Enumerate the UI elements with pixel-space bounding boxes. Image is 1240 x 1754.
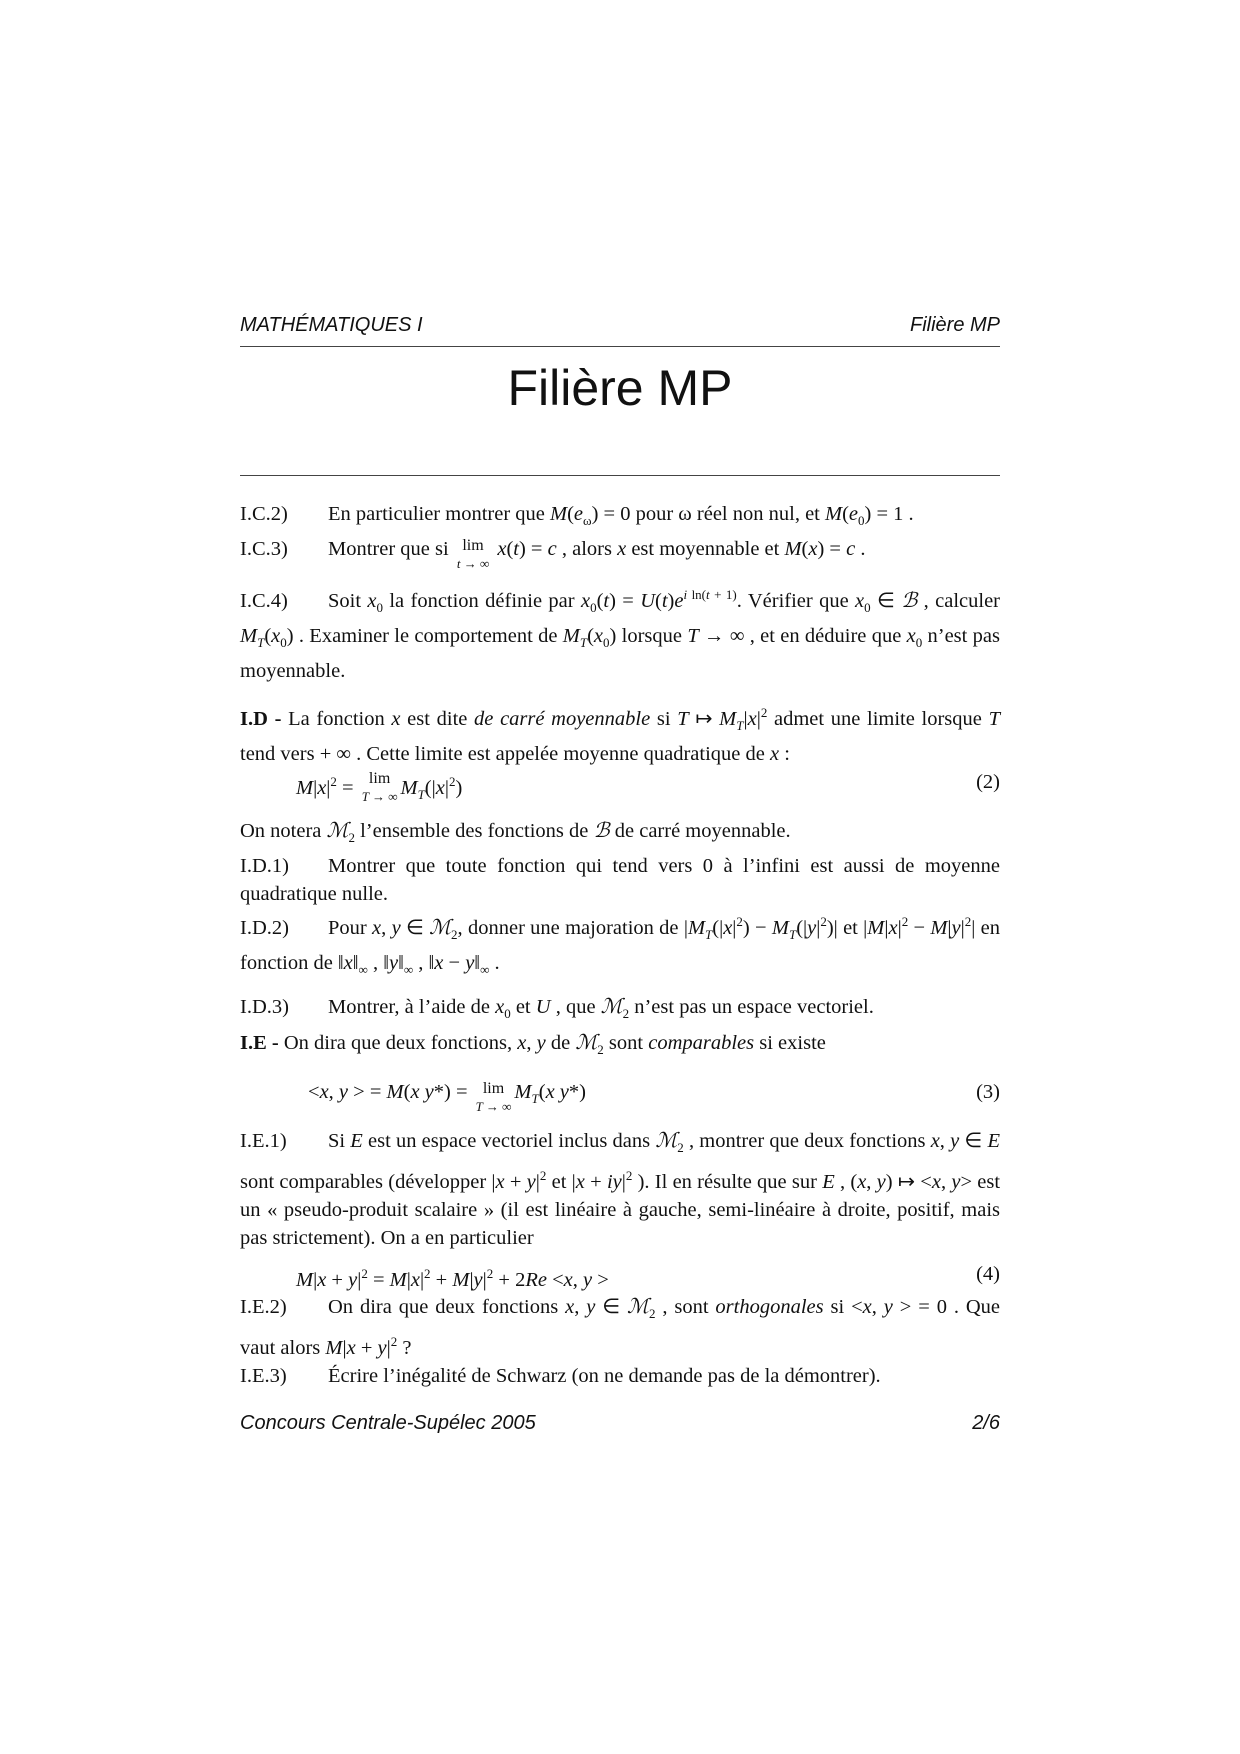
label-ie1: I.E.1) bbox=[240, 1130, 287, 1153]
label-id: I.D - bbox=[240, 707, 282, 730]
spacer bbox=[240, 984, 1000, 992]
section-ie: I.E - On dira que deux fonctions, x, y de ℳ$_2$ sont comparables si existe bbox=[240, 1030, 826, 1058]
document-body bbox=[240, 500, 1000, 1390]
spacer bbox=[240, 1064, 1000, 1078]
label-ic2: I.C.2) bbox=[240, 503, 288, 525]
spacer bbox=[240, 573, 1000, 581]
spacer bbox=[240, 1252, 1000, 1260]
label-ie2: I.E.2) bbox=[240, 1296, 287, 1319]
header-rule bbox=[240, 346, 1000, 347]
label-id2: I.D.2) bbox=[240, 916, 289, 939]
question-ic4: I.C.4) Soit $x_0$ la fonction définie par $x_0(t) = U(t)e^{i ln(t + 1)}$. Vérifier que $x_0$ ∈ ℬ , calculer $M_T(x_0)$ . Examiner le comportement de $M_T(x_0)$ lorsque T → ∞ , et en déduire que $x_0$ n’est pas moyennable. bbox=[240, 587, 1001, 683]
label-ie3: I.E.3) bbox=[240, 1365, 287, 1388]
page-footer bbox=[240, 1412, 1000, 1440]
equation-number-2: (2) bbox=[976, 771, 1000, 794]
section-id: I.D - La fonction x est dite de carré moyennable si T ↦ $M_T|x|^2$ admet une limite lorsque T tend vers + ∞ . Cette limite est appelée moyenne quadratique de x : bbox=[240, 705, 1000, 766]
question-id2: I.D.2) Pour x, y ∈ ℳ$_2$, donner une majoration de $|M_T(|x|^2) - M_T(|y|^2)|$ et $|M|x|^2 - M|y|^2|$ en fonction de $‖x‖_\infty$ , $‖y‖_\infty$ , ‖x − $y‖_\infty$ . bbox=[240, 914, 1000, 978]
spacer bbox=[240, 808, 1000, 816]
footer-source: Concours Centrale-Supélec 2005 bbox=[240, 1412, 536, 1434]
equation-number-3: (3) bbox=[976, 1081, 1000, 1104]
header-track: Filière MP bbox=[909, 314, 1000, 336]
label-id1: I.D.1) bbox=[240, 855, 289, 878]
title-rule bbox=[240, 475, 1000, 476]
question-id3: I.D.3) Montrer, à l’aide de $x_0$ et U , que ℳ$_2$ n’est pas un espace vectoriel. bbox=[240, 994, 874, 1022]
page-number: 2/6 bbox=[972, 1412, 1000, 1434]
equation-number-4: (4) bbox=[976, 1263, 1000, 1286]
label-ic4: I.C.4) bbox=[240, 589, 288, 612]
page-title: Filière MP bbox=[507, 360, 733, 416]
equation-4: $M|x + y|^2 = M|x|^2 + M|y|^2 + 2Re <x$, y > (4) bbox=[240, 1260, 1000, 1292]
question-ie2: I.E.2) On dira que deux fonctions x, y ∈ ℳ$_2$ , sont orthogonales si <x, y > = 0 . Que vaut alors $M|x + y|^2$ ? bbox=[240, 1294, 1001, 1360]
label-ic3: I.C.3) bbox=[240, 538, 288, 561]
label-ie: I.E - bbox=[240, 1032, 279, 1055]
definition-m2: On notera ℳ$_2$ l’ensemble des fonctions de ℬ de carré moyennable. bbox=[240, 818, 791, 846]
question-ie1: I.E.1) Si E est un espace vectoriel inclus dans ℳ$_2$ , montrer que deux fonctions x, y ∈ E sont comparables (développer $|x + y|^2$ et $|x + iy|^2$ ). Il en résulte que sur E , (x, y) ↦ <x, y> est un « pseudo-produit scalaire » (il est linéaire à gauche, semi-linéaire à droite, positif, mais pas strictement). On a en particulier bbox=[240, 1128, 1001, 1250]
question-id1 bbox=[240, 852, 1000, 908]
spacer bbox=[240, 1118, 1000, 1126]
question-id1-text: Montrer que toute fonction qui tend vers 0 à l’infini est aussi de moyenne quadratique nulle. bbox=[240, 855, 1000, 906]
question-ie3 bbox=[240, 1362, 1000, 1390]
equation-3: <x, y > = M(x y*) = lim T → ∞ $M_T(x$ y*) (3) bbox=[308, 1080, 1000, 1115]
question-ie3-text: Écrire l’inégalité de Schwarz (on ne demande pas de la démontrer). bbox=[328, 1365, 881, 1388]
spacer bbox=[240, 685, 1000, 699]
question-ic2: I.C.2) En particulier montrer que $M(e_\omega) = 0$ pour ω réel non nul, et $M(e_0) = 1$ . bbox=[240, 500, 1000, 535]
label-id3: I.D.3) bbox=[240, 996, 289, 1019]
question-ic3: I.C.3) Montrer que si lim t → ∞ x(t) = c , alors x est moyennable et M(x) = c . bbox=[240, 537, 866, 572]
header-subject: MATHÉMATIQUES I bbox=[240, 314, 423, 336]
page-header bbox=[240, 314, 1000, 342]
equation-2: $M|x|^2$ = lim T → ∞ $M_T(|x|^2)$ (2) bbox=[296, 770, 1000, 805]
